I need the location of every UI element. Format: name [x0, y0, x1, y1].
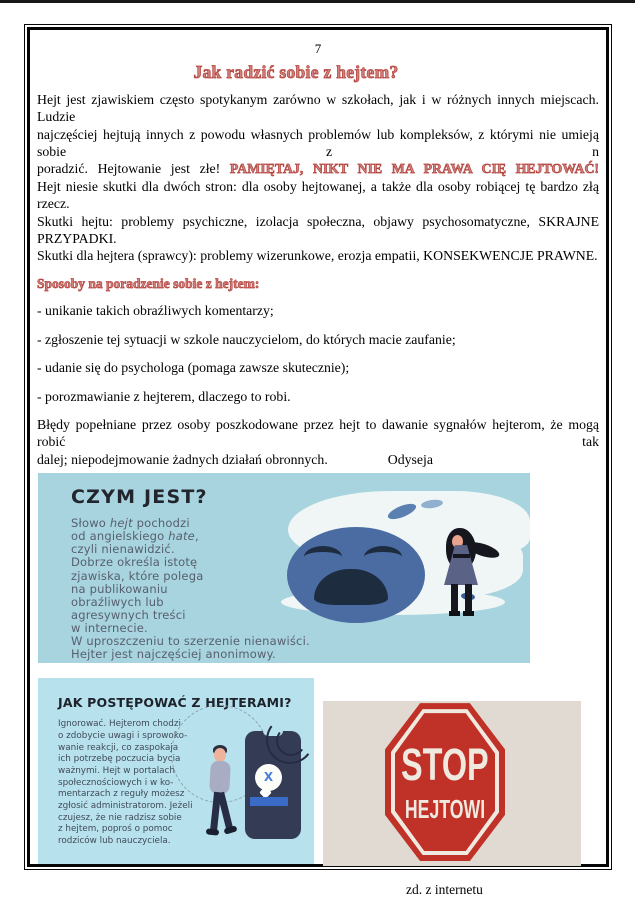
speech-bubble-x-icon: X — [255, 764, 282, 791]
stop-sign-line2: HEJTOWI — [404, 794, 486, 825]
page-border-outer — [24, 24, 612, 898]
ways-heading: Sposoby na poradzenie sobie z hejtem: — [37, 275, 260, 291]
infographic-czym-jest-title: CZYM JEST? — [71, 486, 208, 509]
mistakes-line: Błędy popełniane przez osoby poszkodowane przez hejt to dawanie sygnałów hejterom, że mogą robić tak — [37, 416, 599, 450]
infographic-text-line: zgłosić administratorom. Jeżeli — [58, 801, 193, 812]
infographic-text-line: obraźliwych lub — [71, 594, 164, 609]
intro-line: Hejt jest zjawiskiem często spotykanym zarówno w szkołach, jak i w różnych innych miejscach. Ludzie — [37, 91, 599, 125]
mistakes-line: dalej; niepodejmowanie żadnych działań obronnych. Odyseja — [37, 451, 433, 467]
stop-octagon — [385, 703, 505, 861]
infographic-czym-jest-text — [71, 517, 310, 661]
infographic-text-line: wanie reakcji, co zaspokaja — [58, 742, 179, 753]
infographic-text-line: o zdobycie uwagi i sprowoko- — [58, 730, 188, 741]
infographic-text-line: W uproszczeniu to szerzenie nienawiści. — [71, 633, 310, 648]
intro-line: Hejt niesie skutki dla dwóch stron: dla osoby hejtowanej, a także dla osoby robiącej tę bardzo złą rzecz. — [37, 178, 599, 212]
infographic-text-line: na publikowaniu — [71, 581, 168, 596]
frown-mouth-icon — [314, 569, 388, 605]
infographic-text-line: agresywnych treści — [71, 607, 186, 622]
infographic-text-line: ważnymi. Hejt w portalach — [58, 765, 175, 776]
infographic-text-line: czyli nienawidzić. — [71, 542, 175, 557]
stop-sign-image — [323, 701, 581, 866]
infographic-text-line: mentarzach z reguły możesz — [58, 789, 185, 800]
infographic-text-line: Dobrze określa istotę — [71, 555, 198, 570]
infographic-text-line: z hejtem, poproś o pomoc — [58, 824, 173, 835]
ways-list-item: - udanie się do psychologa (pomaga zawsze skutecznie); — [37, 360, 350, 376]
infographic-text-line: ich potrzebę poczucia bycia — [58, 754, 181, 765]
closed-eye-icon — [364, 546, 402, 568]
mistakes-paragraph — [37, 416, 599, 468]
person-figure — [198, 740, 243, 840]
infographic-text-line: od angielskiego hate, — [71, 529, 199, 544]
person-shoe — [206, 828, 220, 835]
infographic-jak-postepowac-title: JAK POSTĘPOWAĆ Z HEJTERAMI? — [58, 695, 292, 711]
page-number: 7 — [314, 41, 322, 56]
phone-blue-bar — [250, 797, 288, 806]
infographic-text-line: rodziców lub nauczyciela. — [58, 836, 171, 847]
woman-figure — [434, 528, 504, 621]
ways-list — [37, 302, 599, 405]
infographic-text-line: Ignorować. Hejterom chodzi — [58, 719, 181, 730]
infographic-text-line: w internecie. — [71, 620, 148, 635]
infographic-text-line: Hejter jest najczęściej anonimowy. — [71, 647, 276, 662]
infographic-text-line: zjawiska, które polega — [71, 568, 204, 583]
woman-foot — [463, 611, 474, 616]
ways-list-item: - zgłoszenie tej sytuacji w szkole nauczycielom, do których macie zaufanie; — [37, 331, 456, 347]
ways-list-item: - unikanie takich obraźliwych komentarzy; — [37, 303, 274, 319]
infographic-text-line: czujesz, że nie radzisz sobie — [58, 812, 182, 823]
stop-sign-line1: STOP — [401, 739, 489, 791]
stop-sign-text — [395, 713, 495, 851]
image-credit-caption: zd. z internetu — [406, 882, 483, 898]
ways-list-item: - porozmawianie z hejterem, dlaczego to robi. — [37, 388, 291, 404]
intro-line: Skutki dla hejtera (sprawcy): problemy wizerunkowe, erozja empatii, KONSEKWENCJE PRAWNE. — [37, 248, 598, 264]
page-title: Jak radzić sobie z hejtem? — [193, 62, 399, 83]
intro-paragraph — [37, 91, 599, 265]
woman-belt — [453, 554, 470, 558]
infographic-jak-postepowac-text — [58, 719, 193, 848]
page-content — [37, 31, 600, 898]
infographic-text-line: Słowo hejt pochodzi — [71, 516, 190, 531]
woman-foot — [449, 611, 460, 616]
infographic-text-line: społecznościowych i w ko- — [58, 777, 174, 788]
intro-line: Skutki hejtu: problemy psychiczne, izolacja społeczna, objawy psychosomatyczne, SKRAJNE PRZYPADKI. — [37, 213, 599, 247]
infographic-czym-jest — [38, 473, 530, 663]
figures-row — [37, 678, 599, 866]
intro-line: najczęściej hejtują innych z powodu własnych problemów lub kompleksów, z którymi nie umieją sobie z n — [37, 126, 599, 160]
intro-line: poradzić. Hejtowanie jest złe! PAMIĘTAJ, NIKT NIE MA PRAWA CIĘ HEJTOWAĆ! — [37, 161, 600, 177]
infographic-jak-postepowac — [38, 678, 314, 864]
person-torso — [209, 761, 231, 795]
screenshot-top-edge — [0, 0, 635, 3]
